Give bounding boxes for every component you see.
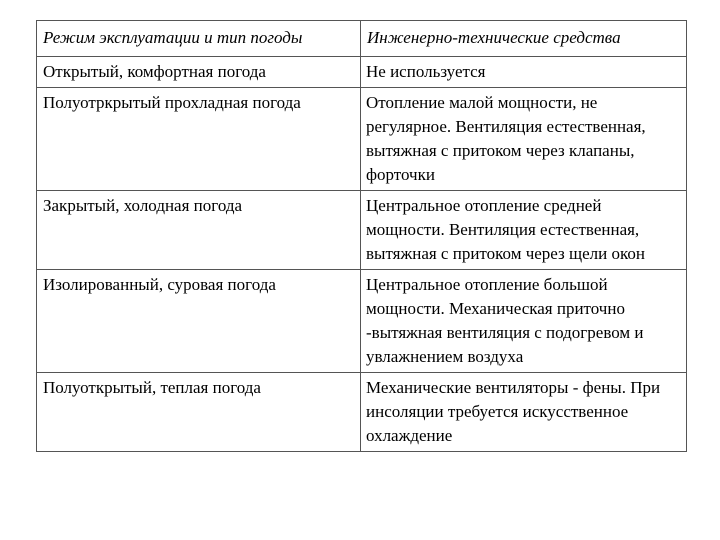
header-engineering-means: Инженерно-технические средства [361, 21, 687, 57]
mode-cell: Полуотркрытый прохладная погода [37, 88, 361, 191]
means-cell: Отопление малой мощности, не регулярное. Вентиляция естественная, вытяжная с притоком через клапаны, форточки [361, 88, 687, 191]
mode-cell: Полуоткрытый, теплая погода [37, 373, 361, 452]
header-mode-weather: Режим эксплуатации и тип погоды [37, 21, 361, 57]
table-row [37, 270, 687, 373]
table-header-row [37, 21, 687, 57]
operation-modes-table [36, 20, 687, 452]
table-row [37, 191, 687, 270]
table-row [37, 88, 687, 191]
means-cell: Механические вентиляторы - фены. При инсоляции требуется искусственное охлаждение [361, 373, 687, 452]
mode-cell: Изолированный, суровая погода [37, 270, 361, 373]
means-cell: Не используется [361, 57, 687, 88]
table-row [37, 373, 687, 452]
means-cell: Центральное отопление большой мощности. Механическая приточно -вытяжная вентиляция с подогревом и увлажнением воздуха [361, 270, 687, 373]
mode-cell: Открытый, комфортная погода [37, 57, 361, 88]
means-cell: Центральное отопление средней мощности. Вентиляция естественная, вытяжная с притоком через щели окон [361, 191, 687, 270]
table-row [37, 57, 687, 88]
mode-cell: Закрытый, холодная погода [37, 191, 361, 270]
